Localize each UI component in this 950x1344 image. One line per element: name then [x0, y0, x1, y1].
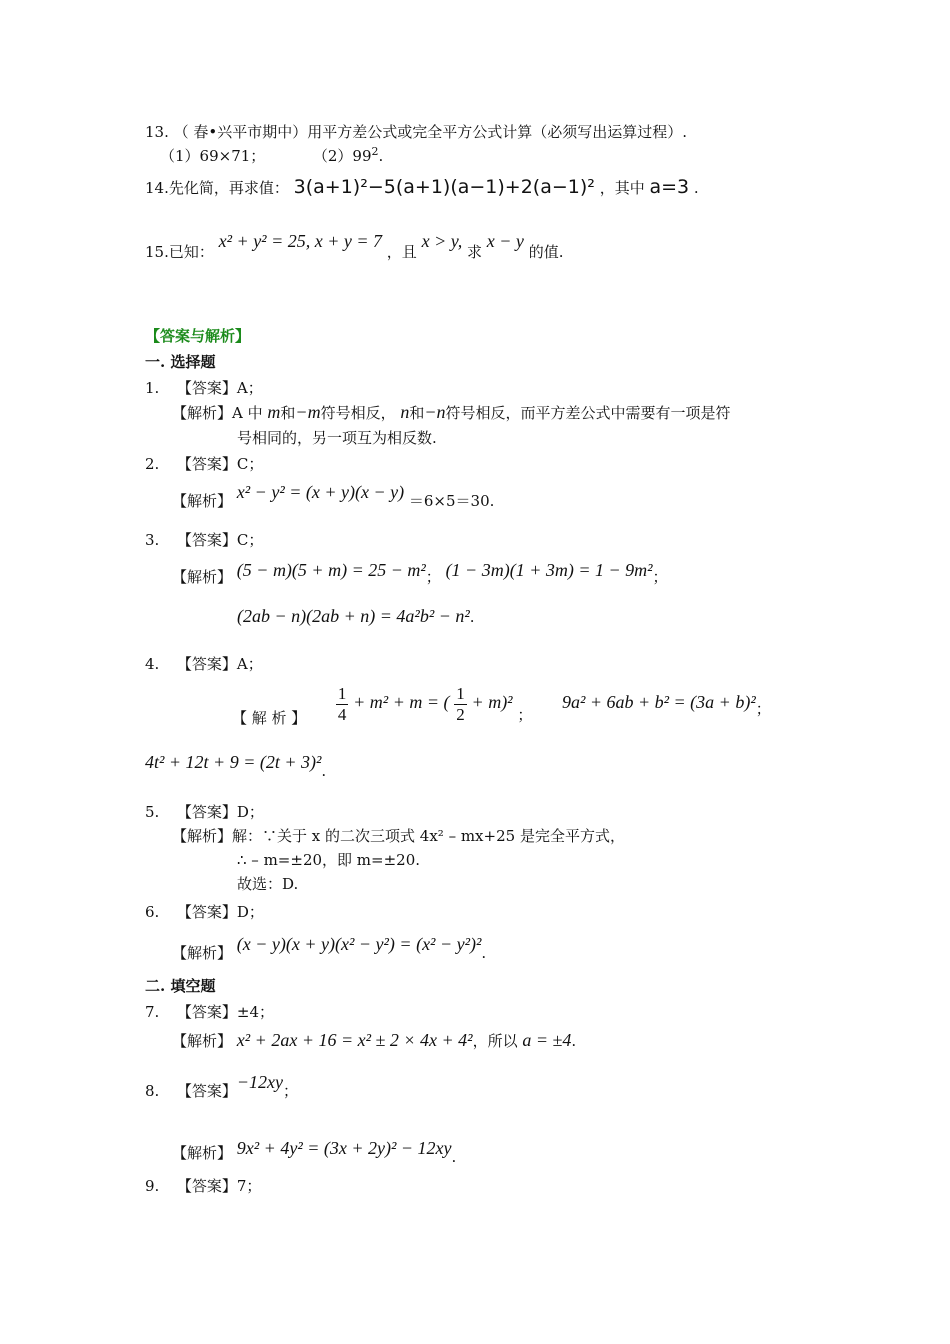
separator: ；: [283, 1082, 299, 1100]
var-n: n: [400, 402, 410, 422]
answer-value: 【答案】C；: [176, 455, 264, 473]
text: 符号相反，: [320, 404, 396, 422]
analysis-1: [172, 402, 731, 423]
expression: 9x² + 4y² = (3x + 2y)² − 12xy: [236, 1138, 452, 1158]
question-number: 13.: [145, 123, 169, 141]
separator: ；: [755, 700, 771, 718]
expression: x² − y² = (x + y)(x − y): [236, 482, 405, 502]
section-fill: 二. 填空题: [145, 977, 216, 995]
denominator: 4: [337, 704, 347, 724]
connector-text: ，且: [386, 243, 417, 261]
part-2-base: （2）99: [312, 147, 372, 165]
question-14: [145, 174, 699, 201]
analysis-label: 【解析】: [172, 1032, 233, 1050]
expression-3: 4t² + 12t + 9 = (2t + 3)²: [145, 752, 322, 772]
answer-label: 【答案】: [176, 1082, 237, 1100]
answer-5: [145, 802, 264, 822]
text: 和: [409, 404, 425, 422]
analysis-3: [172, 560, 668, 587]
part-1: （1）69×71；: [160, 147, 266, 165]
analysis-label: 【解析】: [172, 1144, 233, 1162]
answer-value: 【答案】A；: [176, 379, 263, 397]
given-expression: x² + y² = 25, x + y = 7: [218, 231, 382, 251]
analysis-6: [172, 934, 487, 963]
expression-part: + m² + m = (: [353, 692, 450, 712]
answer-value: 【答案】D；: [176, 803, 264, 821]
analysis-5-line-2: ∴ – m=±20，即 m=±20.: [237, 851, 421, 869]
answer-number: 5.: [145, 803, 160, 821]
line-1: 解：∵关于 x 的二次三项式 4x² – mx+25 是完全平方式，: [232, 827, 625, 845]
analysis-1-cont: 号相同的，另一项互为相反数.: [237, 429, 437, 447]
analysis-label: 【解析】: [172, 944, 233, 962]
answer-7: [145, 1002, 274, 1022]
answer-value: 【答案】C；: [176, 531, 264, 549]
answer-number: 7.: [145, 1003, 160, 1021]
analysis-label: 【解析】: [172, 404, 233, 422]
end-text: 的值.: [528, 243, 564, 261]
end-mark: .: [451, 1148, 457, 1166]
numerator: 1: [337, 683, 347, 703]
analysis-label: 【解析】: [172, 827, 233, 845]
answer-number: 3.: [145, 531, 160, 549]
var-neg-m: −m: [295, 402, 321, 422]
denominator: 2: [456, 704, 465, 724]
end-mark: .: [693, 179, 699, 197]
analysis-7: [172, 1030, 576, 1051]
separator: ；: [425, 568, 441, 586]
analysis-4: [232, 680, 771, 726]
answer-4: [145, 654, 263, 674]
expression: 3(a+1)²−5(a+1)(a−1)+2(a−1)²: [293, 176, 595, 198]
question-text: （ 春•兴平市期中）用平方差公式或完全平方公式计算（必须写出运算过程）.: [173, 123, 688, 141]
numerator: 1: [456, 683, 465, 703]
text: A 中: [232, 404, 263, 422]
expression: x² + 2ax + 16 = x² ± 2 × 4x + 4²: [236, 1030, 473, 1050]
fraction-one-quarter: [336, 684, 349, 725]
text: 符号相反，而平方差公式中需要有一项是符: [445, 404, 731, 422]
analysis-3-cont: [237, 606, 475, 627]
var-neg-n: −n: [424, 402, 446, 422]
answer-value: 【答案】A；: [176, 655, 263, 673]
part-2-end: .: [378, 147, 384, 165]
answer-2: [145, 454, 263, 474]
part-2-exponent: 2: [371, 145, 379, 158]
end-mark: .: [321, 762, 327, 780]
question-text: 已知：: [168, 243, 214, 261]
section-choice: 一. 选择题: [145, 353, 216, 371]
answer-expression: −12xy: [236, 1072, 284, 1092]
result-text: ＝6×5＝30.: [408, 492, 495, 510]
target-expression: x − y: [486, 231, 524, 251]
text: 和: [280, 404, 296, 422]
fraction-one-half: [454, 684, 467, 725]
answer-number: 2.: [145, 455, 160, 473]
analysis-5: [172, 826, 625, 846]
connector-text: ，其中: [599, 179, 645, 197]
var-m: m: [267, 402, 281, 422]
answer-number: 9.: [145, 1177, 160, 1195]
part-2: [313, 147, 383, 165]
end-mark: .: [469, 608, 475, 626]
condition: a=3: [649, 176, 690, 198]
analysis-4-cont: [145, 752, 327, 780]
separator: ；: [517, 706, 533, 724]
answer-number: 8.: [145, 1082, 160, 1100]
answer-number: 6.: [145, 903, 160, 921]
answer-3: [145, 530, 263, 550]
answer-value: 【答案】±4；: [176, 1003, 274, 1021]
analysis-2: [172, 482, 495, 511]
connector-text: ，所以: [472, 1032, 518, 1050]
question-13-parts: [160, 146, 383, 166]
analysis-label: 【 解 析 】: [232, 709, 307, 727]
answer-number: 1.: [145, 379, 160, 397]
question-number: 14.: [145, 179, 169, 197]
answers-title: 【答案与解析】: [145, 327, 251, 345]
expression-2: (1 − 3m)(1 + 3m) = 1 − 9m²: [445, 560, 653, 580]
answer-value: 【答案】7；: [176, 1177, 262, 1195]
answer-value: 【答案】D；: [176, 903, 264, 921]
question-13: [145, 122, 687, 142]
end-mark: .: [481, 944, 487, 962]
answer-1: [145, 378, 263, 398]
expression-2: 9a² + 6ab + b² = (3a + b)²: [561, 692, 756, 712]
expression-part: + m)²: [471, 692, 513, 712]
separator: ；: [652, 568, 668, 586]
analysis-label: 【解析】: [172, 568, 233, 586]
question-text: 先化简，再求值：: [168, 179, 289, 197]
question-number: 15.: [145, 243, 169, 261]
analysis-8: [172, 1138, 457, 1166]
analysis-label: 【解析】: [172, 492, 233, 510]
answer-number: 4.: [145, 655, 160, 673]
result-expression: a = ±4: [522, 1030, 572, 1050]
analysis-5-line-3: 故选：D.: [237, 875, 299, 893]
expression-1: (5 − m)(5 + m) = 25 − m²: [236, 560, 426, 580]
condition: x > y,: [421, 231, 463, 251]
end-mark: .: [571, 1032, 577, 1050]
expression: (x − y)(x + y)(x² − y²) = (x² − y²)²: [236, 934, 482, 954]
answer-8: [145, 1072, 299, 1101]
question-15: [145, 231, 564, 265]
answer-6: [145, 902, 264, 922]
connector-text-2: 求: [467, 243, 483, 261]
expression-3: (2ab − n)(2ab + n) = 4a²b² − n²: [237, 606, 470, 626]
answer-9: [145, 1176, 261, 1196]
